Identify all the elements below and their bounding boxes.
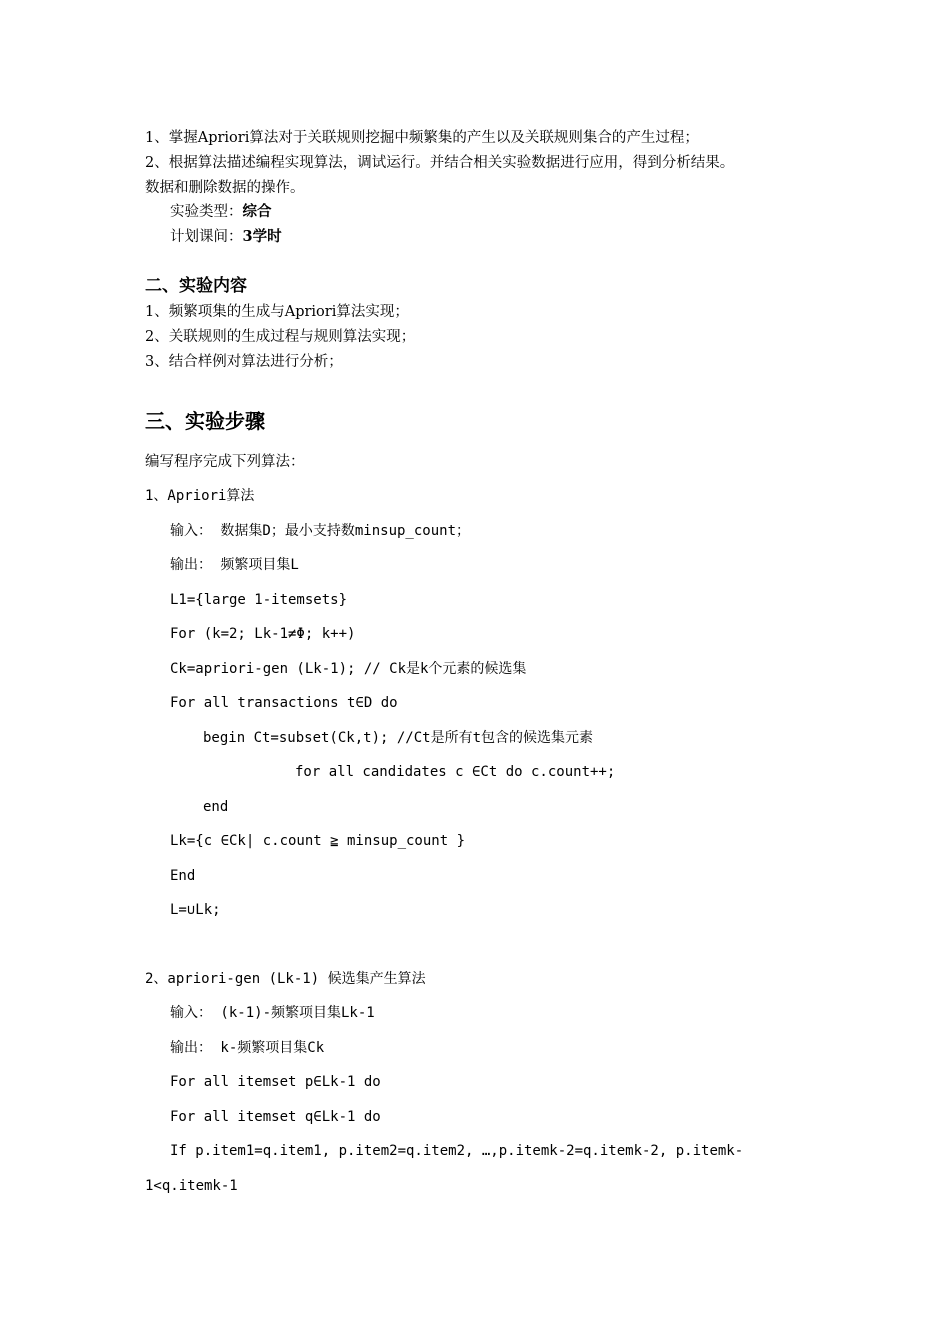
objective-line-3: 数据和删除数据的操作。 bbox=[145, 180, 305, 196]
experiment-type bbox=[170, 202, 272, 222]
algo1-line-10: Lk={c ∈Ck| c.count ≧ minsup_count } bbox=[170, 833, 466, 849]
algo1-line-2: 输出： 频繁项目集L bbox=[170, 557, 299, 573]
objective-line-1: 1、掌握Apriori算法对于关联规则挖掘中频繁集的产生以及关联规则集合的产生过程； bbox=[145, 130, 699, 146]
planned-hours-label: 计划课间： bbox=[170, 229, 243, 245]
algo1-line-1: 输入： 数据集D；最小支持数minsup_count； bbox=[170, 523, 471, 539]
planned-hours-value: 3学时 bbox=[242, 228, 282, 245]
algo1-line-7: begin Ct=subset(Ck,t); //Ct是所有t包含的候选集元素 bbox=[203, 730, 594, 746]
algo2-line-3: For all itemset p∈Lk-1 do bbox=[170, 1074, 381, 1090]
algo2-line-6: 1<q.itemk-1 bbox=[145, 1178, 238, 1194]
objective-line-2: 2、根据算法描述编程实现算法，调试运行。并结合相关实验数据进行应用，得到分析结果。 bbox=[145, 155, 735, 171]
algo1-line-5: Ck=apriori-gen (Lk-1); // Ck是k个元素的候选集 bbox=[170, 661, 527, 677]
section2-item-3: 3、结合样例对算法进行分析； bbox=[145, 354, 343, 370]
algo2-line-4: For all itemset q∈Lk-1 do bbox=[170, 1109, 381, 1125]
algo1-line-6: For all transactions t∈D do bbox=[170, 695, 398, 711]
section2-item-1: 1、频繁项集的生成与Apriori算法实现； bbox=[145, 304, 409, 320]
algo1-line-4: For (k=2; Lk-1≠Φ; k++) bbox=[170, 626, 356, 642]
section3-heading: 三、实验步骤 bbox=[145, 409, 265, 433]
algo1-line-12: L=∪Lk; bbox=[170, 902, 221, 918]
experiment-type-value: 综合 bbox=[242, 203, 272, 220]
algo1-line-8: for all candidates c ∈Ct do c.count++; bbox=[295, 764, 616, 780]
algo1-title: 1、Apriori算法 bbox=[145, 488, 255, 504]
algo2-line-2: 输出： k-频繁项目集Ck bbox=[170, 1040, 325, 1056]
algo2-title: 2、apriori-gen (Lk-1) 候选集产生算法 bbox=[145, 971, 426, 987]
section2-item-2: 2、关联规则的生成过程与规则算法实现； bbox=[145, 329, 416, 345]
section2-heading: 二、实验内容 bbox=[145, 276, 247, 296]
section3-intro: 编写程序完成下列算法： bbox=[145, 454, 305, 470]
algo1-line-11: End bbox=[170, 868, 196, 884]
algo1-line-3: L1={large 1-itemsets} bbox=[170, 592, 348, 608]
algo2-line-5: If p.item1=q.item1, p.item2=q.item2, …,p.itemk-2=q.itemk-2, p.itemk- bbox=[170, 1143, 744, 1159]
algo1-line-9: end bbox=[203, 799, 229, 815]
planned-hours bbox=[170, 227, 282, 247]
experiment-type-label: 实验类型： bbox=[170, 204, 243, 220]
algo2-line-1: 输入： (k-1)-频繁项目集Lk-1 bbox=[170, 1005, 375, 1021]
